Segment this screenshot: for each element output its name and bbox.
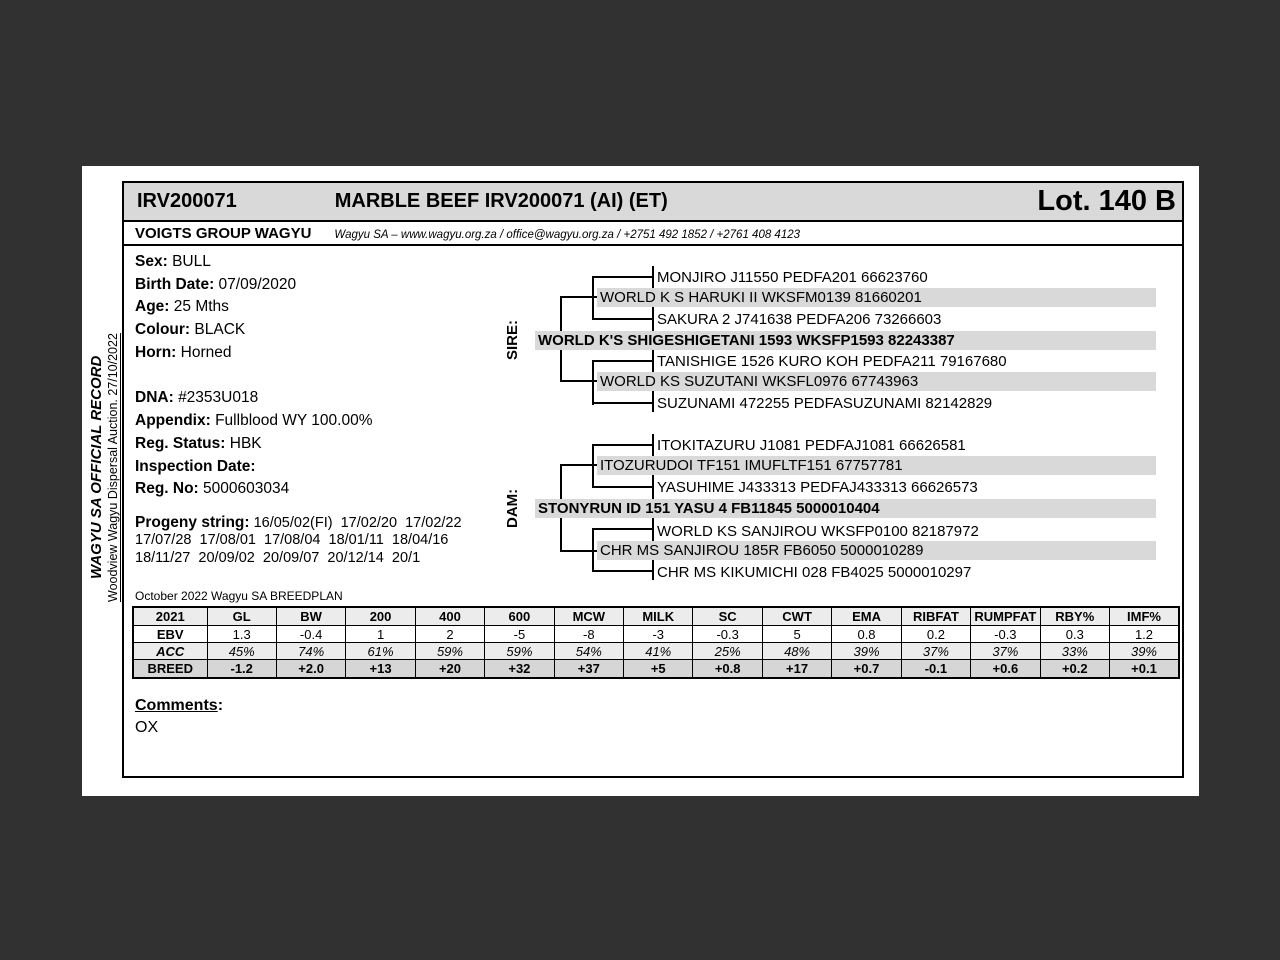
pedigree-connector-line [592,402,654,404]
col-header: MILK [624,607,693,626]
acc-value: 54% [554,643,623,660]
ebv-value: -0.3 [693,626,762,643]
ebv-value: -0.3 [971,626,1040,643]
acc-value: 45% [207,643,276,660]
sire-section-label: SIRE: [504,320,521,361]
ebv-table [132,606,1180,679]
ebv-row [133,626,1179,643]
row-label: ACC [133,643,207,660]
breed-value: +0.6 [971,660,1040,679]
official-record-vertical-text: WAGYU SA OFFICIAL RECORD [88,355,105,580]
breed-value: -1.2 [207,660,276,679]
col-header: MCW [554,607,623,626]
pedigree-row-maternal-grandsire: ITOZURUDOI TF151 IMUFLTF151 67757781 [597,456,1156,475]
pedigree-connector-line [560,380,599,382]
pedigree-connector-line [560,296,599,298]
pedigree-connector-line [592,276,594,320]
breed-value: +37 [554,660,623,679]
pedigree-connector-line [592,444,594,488]
col-header: EMA [832,607,901,626]
acc-row [133,643,1179,660]
breed-value: +0.2 [1040,660,1109,679]
breedplan-caption: October 2022 Wagyu SA BREEDPLAN [135,589,343,603]
breed-value: +0.1 [1109,660,1179,679]
pedigree-row-sire: WORLD K'S SHIGESHIGETANI 1593 WKSFP1593 82243387 [535,331,1156,350]
pedigree-connector-line [592,360,594,405]
detail-age: Age: 25 Mths [135,298,229,316]
detail-birth-date: Birth Date: 07/09/2020 [135,275,297,293]
document-header [122,181,1184,222]
pedigree-connector-line [560,464,599,466]
ebv-value: -5 [485,626,554,643]
ebv-value: 5 [762,626,831,643]
detail-reg-status: Reg. Status: HBK [135,434,262,452]
animal-details [135,253,535,567]
pedigree-row-paternal-grandsire-dam: SAKURA 2 J741638 PEDFA206 73266603 [657,311,942,328]
breed-value: +0.7 [832,660,901,679]
pedigree-row-paternal-grandsire: WORLD K S HARUKI II WKSFM0139 81660201 [597,288,1156,307]
col-header: RIBFAT [901,607,970,626]
ebv-value: 1.3 [207,626,276,643]
acc-value: 37% [901,643,970,660]
pedigree-row-maternal-granddam: CHR MS SANJIROU 185R FB6050 5000010289 [597,541,1156,560]
pedigree-connector-line [592,570,654,572]
pedigree-connector-line [592,360,654,362]
animal-id: IRV200071 [137,190,237,212]
breed-value: +32 [485,660,554,679]
breed-value: +2.0 [276,660,345,679]
detail-horn: Horn: Horned [135,343,232,361]
comments-section [135,697,223,737]
col-header: 400 [415,607,484,626]
col-header: 2021 [133,607,207,626]
row-label: BREED [133,660,207,679]
ebv-value: -0.4 [276,626,345,643]
acc-value: 74% [276,643,345,660]
pedigree-row-maternal-granddam-sire: WORLD KS SANJIROU WKSFP0100 82187972 [657,523,979,540]
ebv-value: 2 [415,626,484,643]
acc-value: 39% [1109,643,1179,660]
col-header: RBY% [1040,607,1109,626]
comments-label: Comments: [135,697,224,714]
animal-name-title: MARBLE BEEF IRV200071 (AI) (ET) [334,190,668,212]
pedigree-row-paternal-granddam: WORLD KS SUZUTANI WKSFL0976 67743963 [597,372,1156,391]
pedigree-row-sire-paternal-grandsire-sire: MONJIRO J11550 PEDFA201 66623760 [657,269,928,286]
col-header: 600 [485,607,554,626]
pedigree-connector-line [592,444,654,446]
col-header: IMF% [1109,607,1179,626]
col-header: BW [276,607,345,626]
acc-value: 37% [971,643,1040,660]
col-header: 200 [346,607,415,626]
lot-number: Lot. 140 B [1037,185,1176,217]
breed-value: +20 [415,660,484,679]
acc-value: 25% [693,643,762,660]
pedigree-connector-line [592,276,654,278]
acc-value: 39% [832,643,901,660]
acc-value: 41% [624,643,693,660]
pedigree-row-paternal-granddam-sire2: SUZUNAMI 472255 PEDFASUZUNAMI 82142829 [657,395,993,412]
pedigree-row-paternal-granddam-sire: TANISHIGE 1526 KURO KOH PEDFA211 79167680 [657,353,1007,370]
col-header: GL [207,607,276,626]
acc-value: 59% [485,643,554,660]
breed-avg-row [133,660,1179,679]
ebv-value: 0.3 [1040,626,1109,643]
ebv-value: 1 [346,626,415,643]
pedigree-connector-line [592,486,654,488]
detail-inspection-date: Inspection Date: [135,457,256,475]
detail-colour: Colour: BLACK [135,321,246,339]
acc-value: 59% [415,643,484,660]
col-header: SC [693,607,762,626]
ebv-value: -8 [554,626,623,643]
pedigree-row-maternal-grandsire-dam: YASUHIME J433313 PEDFAJ433313 66626573 [657,479,978,496]
pedigree-connector-line [592,318,654,320]
breed-value: +5 [624,660,693,679]
pedigree-row-maternal-grandsire-sire: ITOKITAZURU J1081 PEDFAJ1081 66626581 [657,437,966,454]
owner-contact-info: Wagyu SA – www.wagyu.org.za / office@wagyu.org.za / +2751 492 1852 / +2761 408 4123 [334,228,801,241]
acc-value: 33% [1040,643,1109,660]
owner-name: VOIGTS GROUP WAGYU [135,224,312,242]
breed-value: +13 [346,660,415,679]
detail-dna: DNA: #2353U018 [135,389,259,407]
comments-value: OX [135,719,159,736]
acc-value: 61% [346,643,415,660]
owner-row [124,222,1182,246]
breed-value: +17 [762,660,831,679]
acc-value: 48% [762,643,831,660]
ebv-value: 0.8 [832,626,901,643]
pedigree-row-dam: STONYRUN ID 151 YASU 4 FB11845 5000010404 [535,499,1156,518]
detail-appendix: Appendix: Fullblood WY 100.00% [135,412,373,430]
detail-sex: Sex: BULL [135,253,211,270]
auction-vertical-text: Woodview Wagyu Dispersal Auction. 27/10/2022 [106,333,120,602]
ebv-value: 0.2 [901,626,970,643]
pedigree-connector-line [560,550,599,552]
ebv-value: 1.2 [1109,626,1179,643]
pedigree-connector-line [592,528,654,530]
progeny-string: Progeny string: 16/05/02(FI) 17/02/20 17/02/22 17/07/28 17/08/01 17/08/04 18/01/11 18/04/16 18/11/27 20/09/02 20/09/07 20/12/14 20/1 [135,513,462,566]
ebv-value: -3 [624,626,693,643]
breed-value: -0.1 [901,660,970,679]
pedigree-row-maternal-granddam-dam: CHR MS KIKUMICHI 028 FB4025 5000010297 [657,564,972,581]
col-header: CWT [762,607,831,626]
dam-section-label: DAM: [504,488,521,528]
row-label: EBV [133,626,207,643]
col-header: RUMPFAT [971,607,1040,626]
breed-value: +0.8 [693,660,762,679]
detail-reg-no: Reg. No: 5000603034 [135,480,290,498]
table-header-row [133,607,1179,626]
